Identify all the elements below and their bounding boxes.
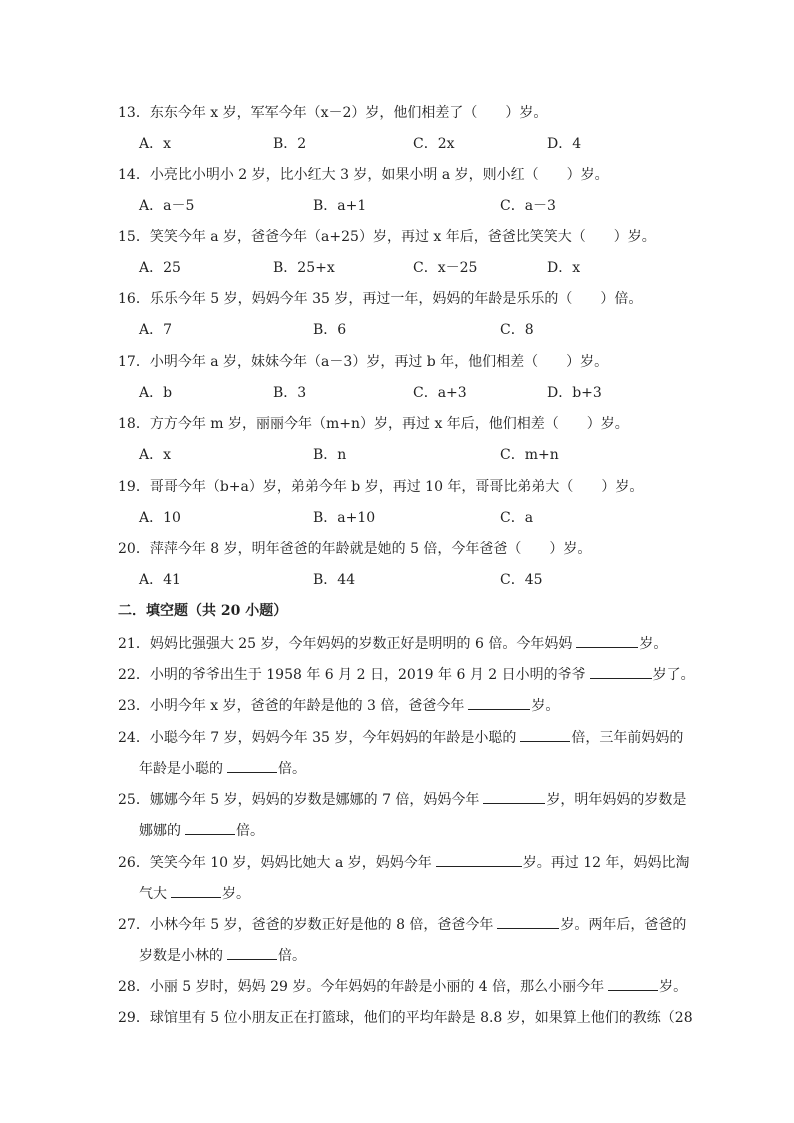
question-22 [118,664,695,685]
question-15: 15．笑笑今年 a 岁，爸爸今年（a+25）岁，再过 x 年后，爸爸比笑笑大（ ）岁。 [118,229,656,245]
option-b: B．3 [273,385,307,401]
option-a: A．7 [139,322,173,338]
question-14: 14．小亮比小明小 2 岁，比小红大 3 岁，如果小明 a 岁，则小红（ ）岁。 [118,167,609,183]
option-a: A．10 [139,510,181,526]
answer-blank[interactable] [171,883,221,898]
option-b: B．n [313,447,347,463]
option-b: B．a+10 [313,510,376,526]
question-21 [118,633,678,654]
question-text: 岁。两年后，爸爸的 [560,917,687,933]
question-text: 27．小林今年 5 岁，爸爸的岁数正好是他的 8 倍，爸爸今年 [118,917,494,933]
question-text: 岁。 [222,886,250,902]
question-text: 倍，三年前妈妈的 [571,730,684,746]
answer-blank[interactable] [483,789,545,804]
option-c: C．45 [500,572,543,588]
answer-blank[interactable] [608,976,658,991]
option-b: B．6 [313,322,347,338]
question-25 [118,789,687,810]
question-text: 倍。 [278,948,306,964]
option-b: B．44 [313,572,356,588]
option-c: C．x－25 [413,260,478,276]
question-26-line2 [139,883,699,904]
option-a: A．x [139,447,172,463]
question-text: 倍。 [236,823,264,839]
question-text: 年龄是小聪的 [139,761,223,777]
question-text: 25．娜娜今年 5 岁，妈妈的岁数是娜娜的 7 倍，妈妈今年 [118,792,480,808]
question-13: 13．东东今年 x 岁，军军今年（x－2）岁，他们相差了（ ）岁。 [118,105,548,121]
option-d: D．x [547,260,581,276]
section-title: 二．填空题（共 20 小题） [118,603,288,619]
question-text: 岁。 [639,636,668,652]
option-c: C．m+n [500,447,559,463]
question-text: 23．小明今年 x 岁，爸爸的年龄是他的 3 倍，爸爸今年 [118,698,465,714]
question-text: 岁。 [659,979,688,995]
question-24-line2 [139,758,699,779]
answer-blank[interactable] [497,914,559,929]
question-16: 16．乐乐今年 5 岁，妈妈今年 35 岁，再过一年，妈妈的年龄是乐乐的（ ）倍。 [118,291,643,307]
question-text: 22．小明的爷爷出生于 1958 年 6 月 2 日，2019 年 6 月 2 日小明的爷爷 [118,667,586,683]
option-d: D．b+3 [547,385,602,401]
question-text: 岁。 [531,698,560,714]
question-text: 倍。 [278,761,306,777]
question-23 [118,695,678,716]
question-19: 19．哥哥今年（b+a）岁，弟弟今年 b 岁，再过 10 年，哥哥比弟弟大（ ）岁。 [118,479,644,495]
question-17: 17．小明今年 a 岁，妹妹今年（a－3）岁，再过 b 年，他们相差（ ）岁。 [118,354,609,370]
question-29 [118,1008,693,1028]
answer-blank[interactable] [436,852,522,867]
option-a: A．b [139,385,173,401]
question-26 [118,852,690,873]
answer-blank[interactable] [468,695,530,710]
question-text: 29．球馆里有 5 位小朋友正在打篮球，他们的平均年龄是 8.8 岁，如果算上他们的教练（28 [118,1010,693,1026]
option-b: B．a+1 [313,198,367,214]
question-28 [118,976,688,997]
question-27 [118,914,687,935]
question-text: 气大 [139,886,167,902]
answer-blank[interactable] [520,727,570,742]
answer-blank[interactable] [227,945,277,960]
question-text: 21．妈妈比强强大 25 岁，今年妈妈的岁数正好是明明的 6 倍。今年妈妈 [118,636,573,652]
option-c: C．a+3 [413,385,467,401]
option-a: A．a－5 [139,198,195,214]
question-text: 岁，明年妈妈的岁数是 [546,792,687,808]
option-b: B．2 [273,136,307,152]
question-text: 岁数是小林的 [139,948,223,964]
option-c: C．2x [413,136,455,152]
question-text: 岁。再过 12 年，妈妈比淘 [522,855,690,871]
question-20: 20．萍萍今年 8 岁，明年爸爸的年龄就是她的 5 倍，今年爸爸（ ）岁。 [118,541,592,557]
question-25-line2 [139,820,699,841]
answer-blank[interactable] [185,820,235,835]
option-d: D．4 [547,136,582,152]
option-c: C．a [500,510,534,526]
question-text: 岁了。 [652,667,695,683]
option-c: C．8 [500,322,534,338]
question-18: 18．方方今年 m 岁，丽丽今年（m+n）岁，再过 x 年后，他们相差（ ）岁。 [118,416,629,432]
option-a: A．x [139,136,172,152]
question-text: 26．笑笑今年 10 岁，妈妈比她大 a 岁，妈妈今年 [118,855,432,871]
answer-blank[interactable] [590,664,652,679]
option-b: B．25+x [273,260,335,276]
answer-blank[interactable] [227,758,277,773]
option-c: C．a－3 [500,198,556,214]
answer-blank[interactable] [576,633,638,648]
question-text: 娜娜的 [139,823,181,839]
question-27-line2 [139,945,699,966]
question-24 [118,727,684,748]
question-text: 24．小聪今年 7 岁，妈妈今年 35 岁，今年妈妈的年龄是小聪的 [118,730,517,746]
question-text: 28．小丽 5 岁时，妈妈 29 岁。今年妈妈的年龄是小丽的 4 倍，那么小丽今年 [118,979,605,995]
option-a: A．25 [139,260,181,276]
option-a: A．41 [139,572,181,588]
